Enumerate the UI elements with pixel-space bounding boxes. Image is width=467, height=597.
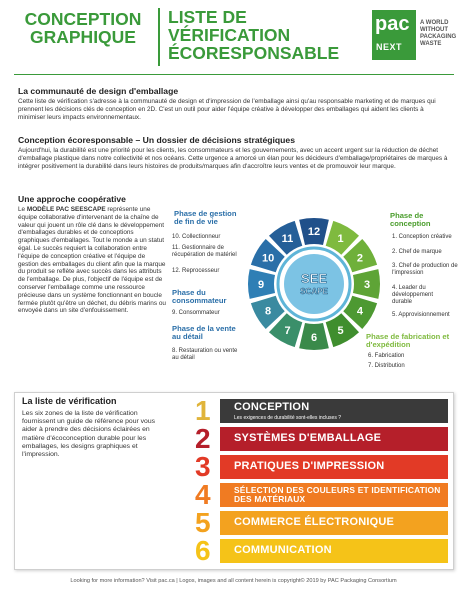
item-distribution: 7. Distribution <box>368 363 405 369</box>
wheel-center-label-1: SEE <box>300 271 328 286</box>
wheel-segment-number: 8 <box>265 305 272 318</box>
wheel-segment-number: 7 <box>284 324 291 337</box>
logo-tagline-2: WITHOUT <box>420 27 448 33</box>
phase-manufacturing: Phase de fabrication et d'expédition <box>366 332 450 350</box>
wheel-segment-number: 2 <box>356 252 363 265</box>
item-consumer: 9. Consommateur <box>172 310 220 316</box>
checklist-item-2 <box>220 427 448 451</box>
checklist-item-label: SYSTÈMES D'EMBALLAGE <box>234 432 382 444</box>
checklist-number-2: 2 <box>195 423 211 454</box>
item-brand-manager: 2. Chef de marque <box>392 249 442 255</box>
section-title-community: La communauté de design d'emballage <box>18 86 179 96</box>
section-body-community: Cette liste de vérification s'adresse à la communauté de design et d'impression de l'emballage ainsi qu'au responsable marketing et de marques qui prennent les décisions clés de conception en 2D. C'est un outil pour aider l'équipe créative à développer des emballages qui aident les clients à minimiser leurs impacts environnementaux. <box>18 98 436 121</box>
wheel-segment-number: 5 <box>337 324 344 337</box>
item-procurement: 5. Approvisionnement <box>392 312 450 318</box>
header-divider <box>158 8 160 66</box>
checklist-number-4: 4 <box>195 479 211 510</box>
footer: Looking for more information? Visit pac.ca | Logos, images and all content herein is copyright© 2019 by PAC Packaging Consortium <box>70 578 397 584</box>
logo-tagline-4: WASTE <box>420 41 442 47</box>
section-body-strategy: Aujourd'hui, la durabilité est une priorité pour les clients, les consommateurs et les gouvernements, avec un accent urgent sur la réduction de déchet d'emballage plastique dans notre collectivité et nos océans. Cette urgence a amorcé un élan pour les décideurs d'emballage/propriétaires de marques à intégrer positivement la durabilité dans leurs histoires de produits/marques afin d'accroître leurs ventes et de promouvoir leur marque. <box>18 147 448 170</box>
item-recovery-manager: 11. Gestionnaire de récupération de matériel <box>172 245 237 258</box>
seescape-wheel <box>246 212 382 372</box>
checklist-number-1: 1 <box>195 395 211 426</box>
checklist-item-label: SÉLECTION DES COULEURS ET IDENTIFICATION DES MATÉRIAUX <box>234 485 441 504</box>
coop-body-start: Le <box>18 206 27 213</box>
logo-tagline <box>420 20 456 48</box>
checklist-number-5: 5 <box>195 507 211 538</box>
checklist-body: Les six zones de la liste de vérification fournissent un guide de référence pour vous aider à prendre des décisions éclairées en matière d'écoconception durable pour les emballages, les designs graphiques et l'impression. <box>22 410 156 459</box>
checklist-item-6 <box>220 539 448 563</box>
brand-title-line1: CONCEPTION <box>24 9 142 29</box>
item-manufacturing: 6. Fabrication <box>368 353 405 359</box>
coop-body-rest: représente une équipe collaborative d'intervenant de la chaîne de valeur qui jouent un rôle clé dans le développement d'emballages durables et de conceptions graphiques d'emballages. Tout le monde a un statut égal. Le succès requiert la collaboration entre l'équipe de conception créative et l'équipe de gestion des emballages du client afin que la marque du produit se reflète avec succès dans les attributs de l'emballage. De plus, l'objectif de l'équipe est de conserver l'emballage comme une ressource précieuse dans un système fonctionnant en boucle fermée plutôt qu'être un déchet, du débris marins ou envoyée dans un site d'enfouissement. <box>18 206 166 315</box>
phase-consumer: Phase du consommateur <box>172 288 227 306</box>
item-sustainability-leader: 4. Leader du développement durable <box>392 285 434 305</box>
checklist-item-label: CONCEPTION <box>234 401 310 413</box>
item-reprocessor: 12. Reprocesseur <box>172 268 220 274</box>
logo-pac: pac <box>375 13 410 35</box>
section-title-cooperative: Une approche coopérative <box>18 194 126 204</box>
brand-title-line2: GRAPHIQUE <box>30 27 136 47</box>
checklist-item-1 <box>220 399 448 423</box>
item-collector: 10. Collectionneur <box>172 234 221 240</box>
checklist-item-4 <box>220 483 448 507</box>
logo-tagline-3: PACKAGING <box>420 34 457 40</box>
page-title-line3: ÉCORESPONSABLE <box>168 43 340 63</box>
checklist-title: La liste de vérification <box>22 396 117 406</box>
page-title-line2: VÉRIFICATION <box>168 25 291 45</box>
wheel-segment-number: 9 <box>257 279 265 291</box>
wheel-segment-number: 3 <box>363 279 371 291</box>
brand-title <box>14 10 152 46</box>
header <box>0 0 467 78</box>
checklist-item-3 <box>220 455 448 479</box>
item-print-production: 3. Chef de production de l'impression <box>392 263 458 276</box>
wheel-segment-number: 4 <box>356 305 363 318</box>
wheel-center-label-2: SCAPE <box>300 287 328 296</box>
checklist-number-6: 6 <box>195 535 211 566</box>
item-retail: 8. Restauration ou vente au détail <box>172 348 238 361</box>
wheel-segment-number: 10 <box>261 252 275 265</box>
item-creative: 1. Conception créative <box>392 234 452 240</box>
header-rule <box>14 74 454 75</box>
checklist-item-label: PRATIQUES D'IMPRESSION <box>234 460 385 472</box>
logo-box <box>372 10 416 60</box>
section-body-cooperative <box>18 206 166 315</box>
logo-next: NEXT <box>376 42 403 52</box>
logo-tagline-1: A WORLD <box>420 20 449 26</box>
page-title <box>168 8 368 62</box>
checklist-number-3: 3 <box>195 451 211 482</box>
checklist-item-label: COMMUNICATION <box>234 544 332 556</box>
coop-body-model: MODÈLE PAC SEESCAPE <box>26 206 106 213</box>
wheel-segment-number: 11 <box>281 233 294 246</box>
section-title-strategy: Conception écoresponsable – Un dossier de décisions stratégiques <box>18 135 295 145</box>
pac-next-logo <box>372 10 456 66</box>
wheel-segment-number: 6 <box>310 332 318 344</box>
wheel-segment-number: 1 <box>337 233 344 246</box>
checklist-item-sub: Les exigences de durabilité sont-elles incluses ? <box>234 415 342 421</box>
wheel-segment-number: 12 <box>307 226 321 238</box>
checklist-item-label: COMMERCE ÉLECTRONIQUE <box>234 516 395 528</box>
phase-retail: Phase de la vente au détail <box>172 324 236 342</box>
page-title-line1: LISTE DE <box>168 7 247 27</box>
phase-design: Phase de conception <box>390 211 431 229</box>
phase-end-of-life: Phase de gestion de fin de vie <box>174 209 237 227</box>
checklist-item-5 <box>220 511 448 535</box>
